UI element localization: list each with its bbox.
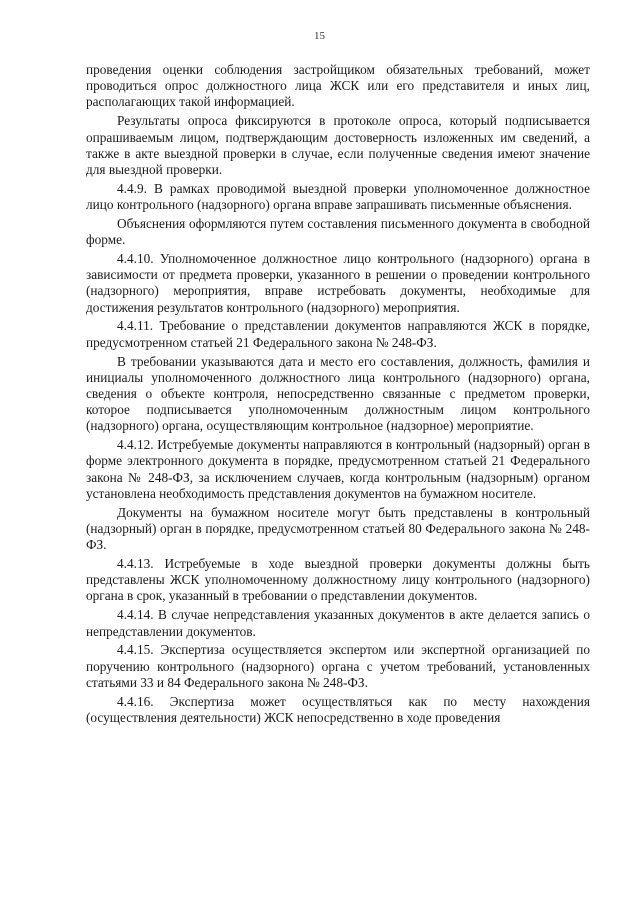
paragraph-4-4-14: 4.4.14. В случае непредставления указанных документов в акте делается запись о непредставлении документов. xyxy=(86,607,590,639)
paragraph-opros-results: Результаты опроса фиксируются в протоколе опроса, который подписывается опрашиваемым лицом, подтверждающим достоверность изложенных им сведений, а также в акте выездной проверки в случае, если полученные сведения имеют значение для выездной проверки. xyxy=(86,113,590,177)
paragraph-4-4-11: 4.4.11. Требование о представлении документов направляются ЖСК в порядке, предусмотренном статьей 21 Федерального закона № 248-ФЗ. xyxy=(86,318,590,350)
paragraph-4-4-9: 4.4.9. В рамках проводимой выездной проверки уполномоченное должностное лицо контрольного (надзорного) органа вправе запрашивать письменные объяснения. xyxy=(86,180,590,212)
page-number: 15 xyxy=(314,30,325,42)
paragraph-4-4-16: 4.4.16. Экспертиза может осуществляться как по месту нахождения (осуществления деятельности) ЖСК непосредственно в ходе проведения xyxy=(86,693,590,725)
paragraph-4-4-15: 4.4.15. Экспертиза осуществляется экспертом или экспертной организацией по поручению контрольного (надзорного) органа с учетом требований, установленных статьями 33 и 84 Федерального закона № 248-ФЗ. xyxy=(86,642,590,690)
paragraph-continuation: проведения оценки соблюдения застройщиком обязательных требований, может проводиться опрос должностного лица ЖСК или его представителя и иных лиц, располагающих такой информацией. xyxy=(86,62,590,110)
paragraph-paper-documents: Документы на бумажном носителе могут быть представлены в контрольный (надзорный) орган в порядке, предусмотренном статьей 80 Федерального закона № 248-ФЗ. xyxy=(86,504,590,553)
paragraph-4-4-10: 4.4.10. Уполномоченное должностное лицо контрольного (надзорного) органа в зависимости от предмета проверки, указанного в решении о проведении контрольного (надзорного) мероприятия, вправе истребовать документы, необходимые для достижения результатов контрольного (надзорного) мероприятия. xyxy=(86,250,590,315)
paragraph-requirement-details: В требовании указываются дата и место его составления, должность, фамилия и инициалы уполномоченного должностного лица контрольного (надзорного) органа, сведения о объекте контроля, непосредственно связанные с предметом проверки, которое подписывается уполномоченным должностным лицом контрольного (надзорного) органа, осуществляющим контрольное (надзорное) мероприятие. xyxy=(86,353,590,434)
document-body xyxy=(86,62,590,729)
paragraph-4-4-12: 4.4.12. Истребуемые документы направляются в контрольный (надзорный) орган в форме электронного документа в порядке, предусмотренном статьей 21 Федерального закона № 248-ФЗ, за исключением случаев, когда контрольным (надзорным) органом установлена необходимость представления документов на бумажном носителе. xyxy=(86,437,590,501)
paragraph-4-4-13: 4.4.13. Истребуемые в ходе выездной проверки документы должны быть представлены ЖСК уполномоченному должностному лицу контрольного (надзорного) органа в срок, указанный в требовании о представлении документов. xyxy=(86,556,590,604)
paragraph-explanations: Объяснения оформляются путем составления письменного документа в свободной форме. xyxy=(86,215,590,248)
